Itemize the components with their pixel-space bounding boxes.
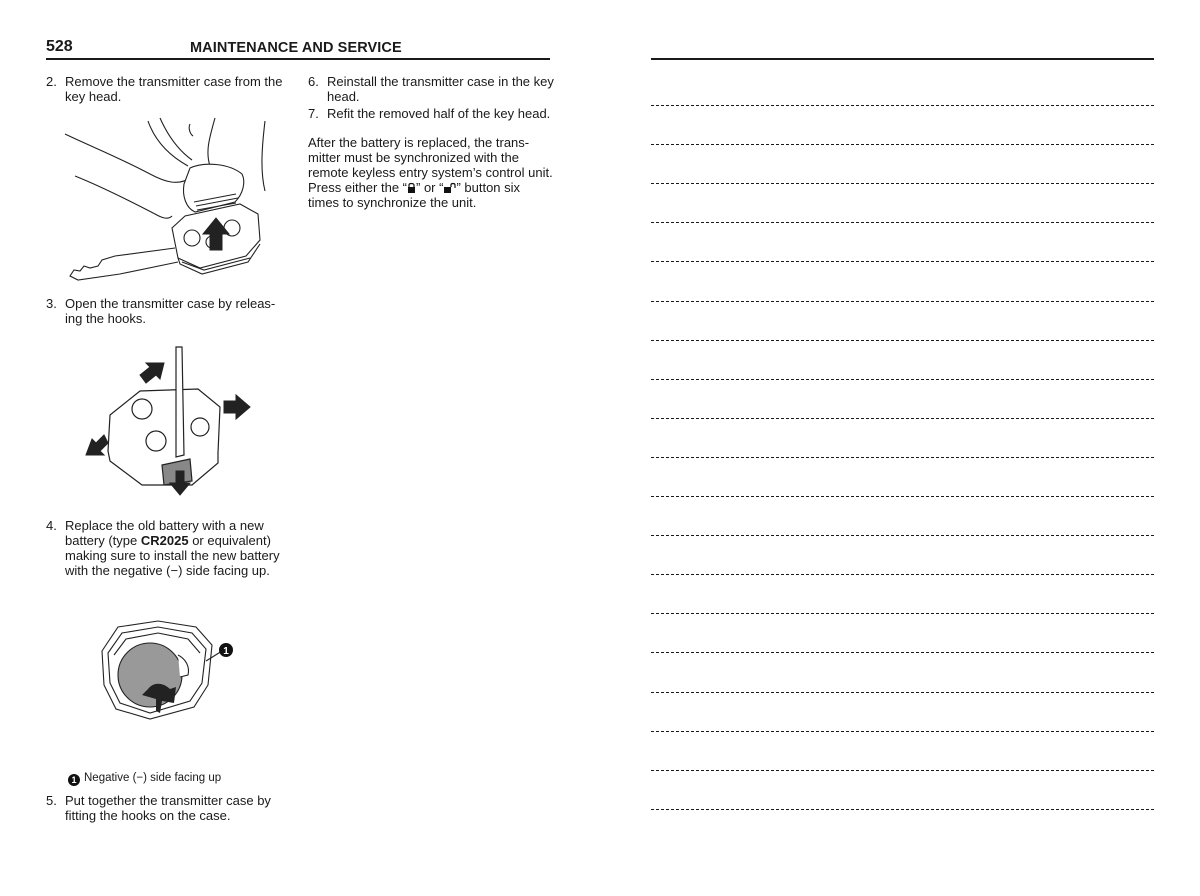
note-line [651,652,1154,653]
note-line [651,379,1154,380]
note-line [651,731,1154,732]
battery-type: CR2025 [140,533,189,548]
step-4 [46,518,292,580]
note-line [651,340,1154,341]
note-line [651,457,1154,458]
step-text: Refit the removed half of the key head. [327,106,551,121]
step-3 [46,296,292,328]
step-number: 6. [308,74,319,89]
note-line [651,222,1154,223]
step-text: Put together the transmitter case by fitting the hooks on the case. [65,793,271,823]
note-line [651,535,1154,536]
note-line [651,692,1154,693]
note-line [651,144,1154,145]
step-5 [46,793,292,825]
battery-replace-illustration [98,615,238,725]
callout-badge: 1 [68,774,80,786]
callout-number: 1 [223,646,229,657]
step-text: Remove the transmitter case from the key head. [65,74,283,104]
note-line [651,105,1154,106]
section-title: MAINTENANCE AND SERVICE [190,40,402,56]
step-number: 3. [46,296,57,311]
note-line [651,301,1154,302]
note-line [651,574,1154,575]
step-text: Open the transmitter case by releas-ing the hooks. [65,296,276,326]
step-number: 2. [46,74,57,89]
note-line [651,496,1154,497]
note-line [651,770,1154,771]
step-2 [46,74,292,106]
step-text: Replace the old battery with a new battery (type CR2025 or equivalent) making sure to install the new battery with the negative (−) side facing up. [65,518,280,578]
sync-note: After the battery is replaced, the trans-mitter must be synchronized with the remote keyless entry system’s control unit. Press either the “ ” or “ ” button six times to synchronize the unit. [308,135,553,210]
note-line [651,183,1154,184]
note-line [651,418,1154,419]
step-number: 5. [46,793,57,808]
figure-caption: 1 Negative (−) side facing up [68,771,298,785]
header-rule [46,58,550,60]
step-text: Reinstall the transmitter case in the key head. [327,74,554,104]
step-7 [308,106,558,122]
step-6 [308,74,554,106]
notes-top-rule [651,58,1154,60]
lock-icon [407,182,416,194]
step-number: 7. [308,106,319,121]
open-case-illustration [80,345,255,500]
note-line [651,809,1154,810]
note-line [651,613,1154,614]
remove-transmitter-illustration [60,116,280,286]
step-number: 4. [46,518,57,533]
page-number: 528 [46,38,73,55]
unlock-icon [443,182,456,194]
note-line [651,261,1154,262]
